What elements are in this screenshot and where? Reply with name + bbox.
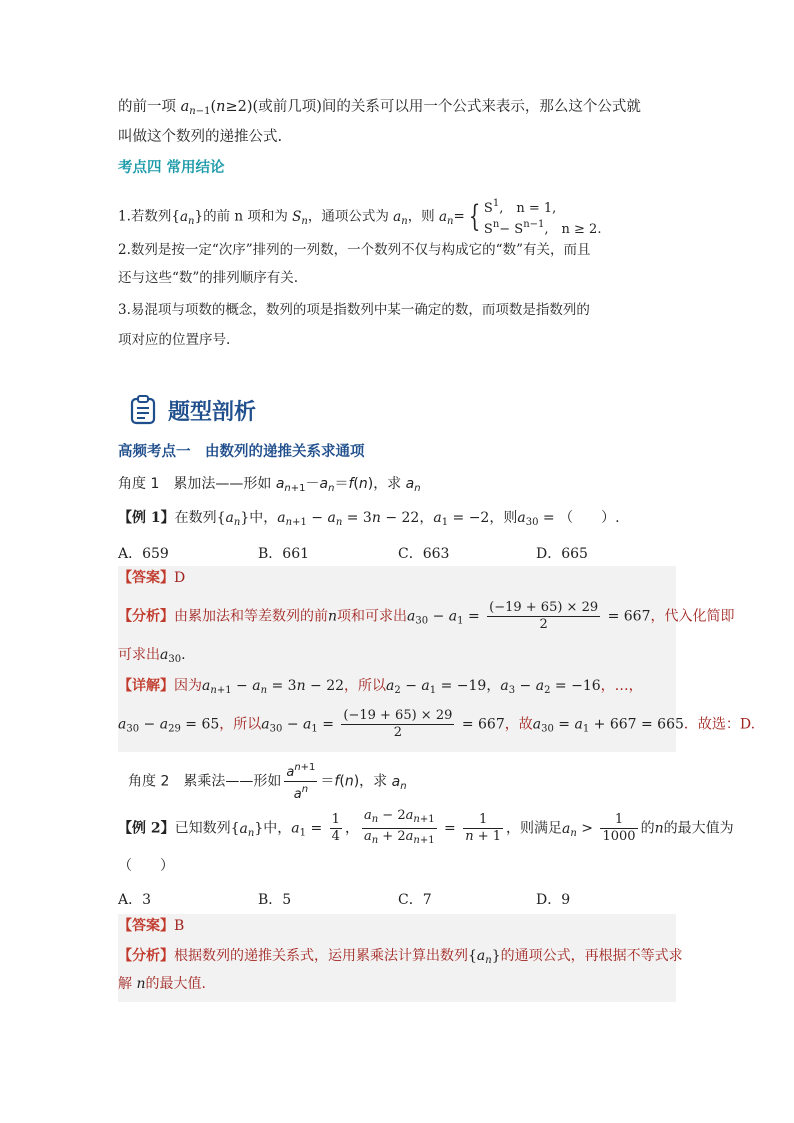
answer-1: 【答案】D: [118, 570, 186, 586]
conclusion-3-line-1: 3.易混项与项数的概念，数列的项是指数列中某一确定的数，而项数是指数列的: [118, 302, 590, 318]
clipboard-icon: [130, 395, 156, 425]
analysis-1-line-2: 可求出$a_{30}$.: [118, 647, 186, 665]
conclusion-1: 1.若数列$\{a_n\}$的前 n 项和为 $S_n$，通项公式为 $a_n$，则 $a_n=$ { $S^1$, n = 1, $S^n- S^{n-1}$, n ≥ 2.: [118, 198, 602, 237]
ex1-option-d: D．665: [536, 546, 588, 562]
ex1-option-a: A．659: [118, 546, 169, 562]
gaopin1-title: 高频考点一 由数列的递推关系求通项: [118, 444, 365, 460]
angle-2-title: 角度 2 累乘法——形如 $\frac{a^{n+1}}{a^n}$ ＝f(n)，求 $a_n$: [128, 762, 407, 802]
detail-1-line-2: $a_{30} - a_{29} = 65$，所以$a_{30} - a_1$ = $\frac{(-19 + 65) \times 29}{2}$ = 667，故$a_{30} = a_1 + 667 = 665$．故选：D.: [118, 708, 756, 740]
example-1: 【例 1】在数列$\{a_n\}$中，$a_{n+1} - a_n = 3n - 22$，$a_1 = -2$，则$a_{30}$ = （ ）.: [118, 510, 620, 528]
ex1-option-b: B．661: [258, 546, 310, 562]
ex1-option-c: C．663: [398, 546, 450, 562]
conclusion-3-line-2: 项对应的位置序号.: [118, 332, 231, 348]
conclusion-2-line-1: 2.数列是按一定“次序”排列的一列数，一个数列不仅与构成它的“数”有关，而且: [118, 242, 591, 258]
answer-2: 【答案】B: [118, 918, 185, 934]
ex2-option-d: D．9: [536, 892, 571, 908]
analysis-1-line-1: 【分析】由累加法和等差数列的前n项和可求出$a_{30} - a_1$ = $\frac{(-19 + 65) \times 29}{2}$ = 667，代入化简即: [118, 600, 735, 632]
ex2-option-b: B．5: [258, 892, 292, 908]
kaodian4-title: 考点四 常用结论: [118, 160, 225, 176]
detail-1-line-1: 【详解】因为$a_{n+1} - a_n = 3n - 22$，所以$a_2 - a_1 = -19$，$a_3 - a_2 = -16$，…，: [118, 678, 643, 696]
section-title: 题型剖析: [168, 400, 257, 425]
example-2: 【例 2】已知数列$\{a_n\}$中，$a_1$ = $\frac{1}{4}$ ， $\frac{a_n - 2a_{n+1}}{a_n + 2a_{n+1}}$ = $\frac{1}{n + 1}$ ，则满足$a_n$ > $\frac{1}{1000}$ 的n的最大值为: [118, 808, 734, 846]
conclusion-2-line-2: 还与这些“数”的排列顺序有关.: [118, 270, 299, 286]
ex2-option-c: C．7: [398, 892, 432, 908]
angle-1-title: 角度 1 累加法——形如 $a_{n+1}-a_n=f(n)$，求 $a_n$: [118, 476, 421, 494]
analysis-2-line-1: 【分析】根据数列的递推关系式，运用累乘法计算出数列$\{a_n\}$的通项公式，再根据不等式求: [118, 948, 683, 966]
analysis-2-line-2: 解 n的最大值.: [118, 976, 206, 992]
intro-line-2: 叫做这个数列的递推公式.: [118, 129, 283, 145]
example-2-paren: （ ）: [118, 858, 174, 874]
ex2-option-a: A．3: [118, 892, 152, 908]
intro-line-1: 的前一项 $a_{n-1}(n\ge 2)$(或前几项)间的关系可以用一个公式来表示，那么这个公式就: [118, 99, 641, 117]
